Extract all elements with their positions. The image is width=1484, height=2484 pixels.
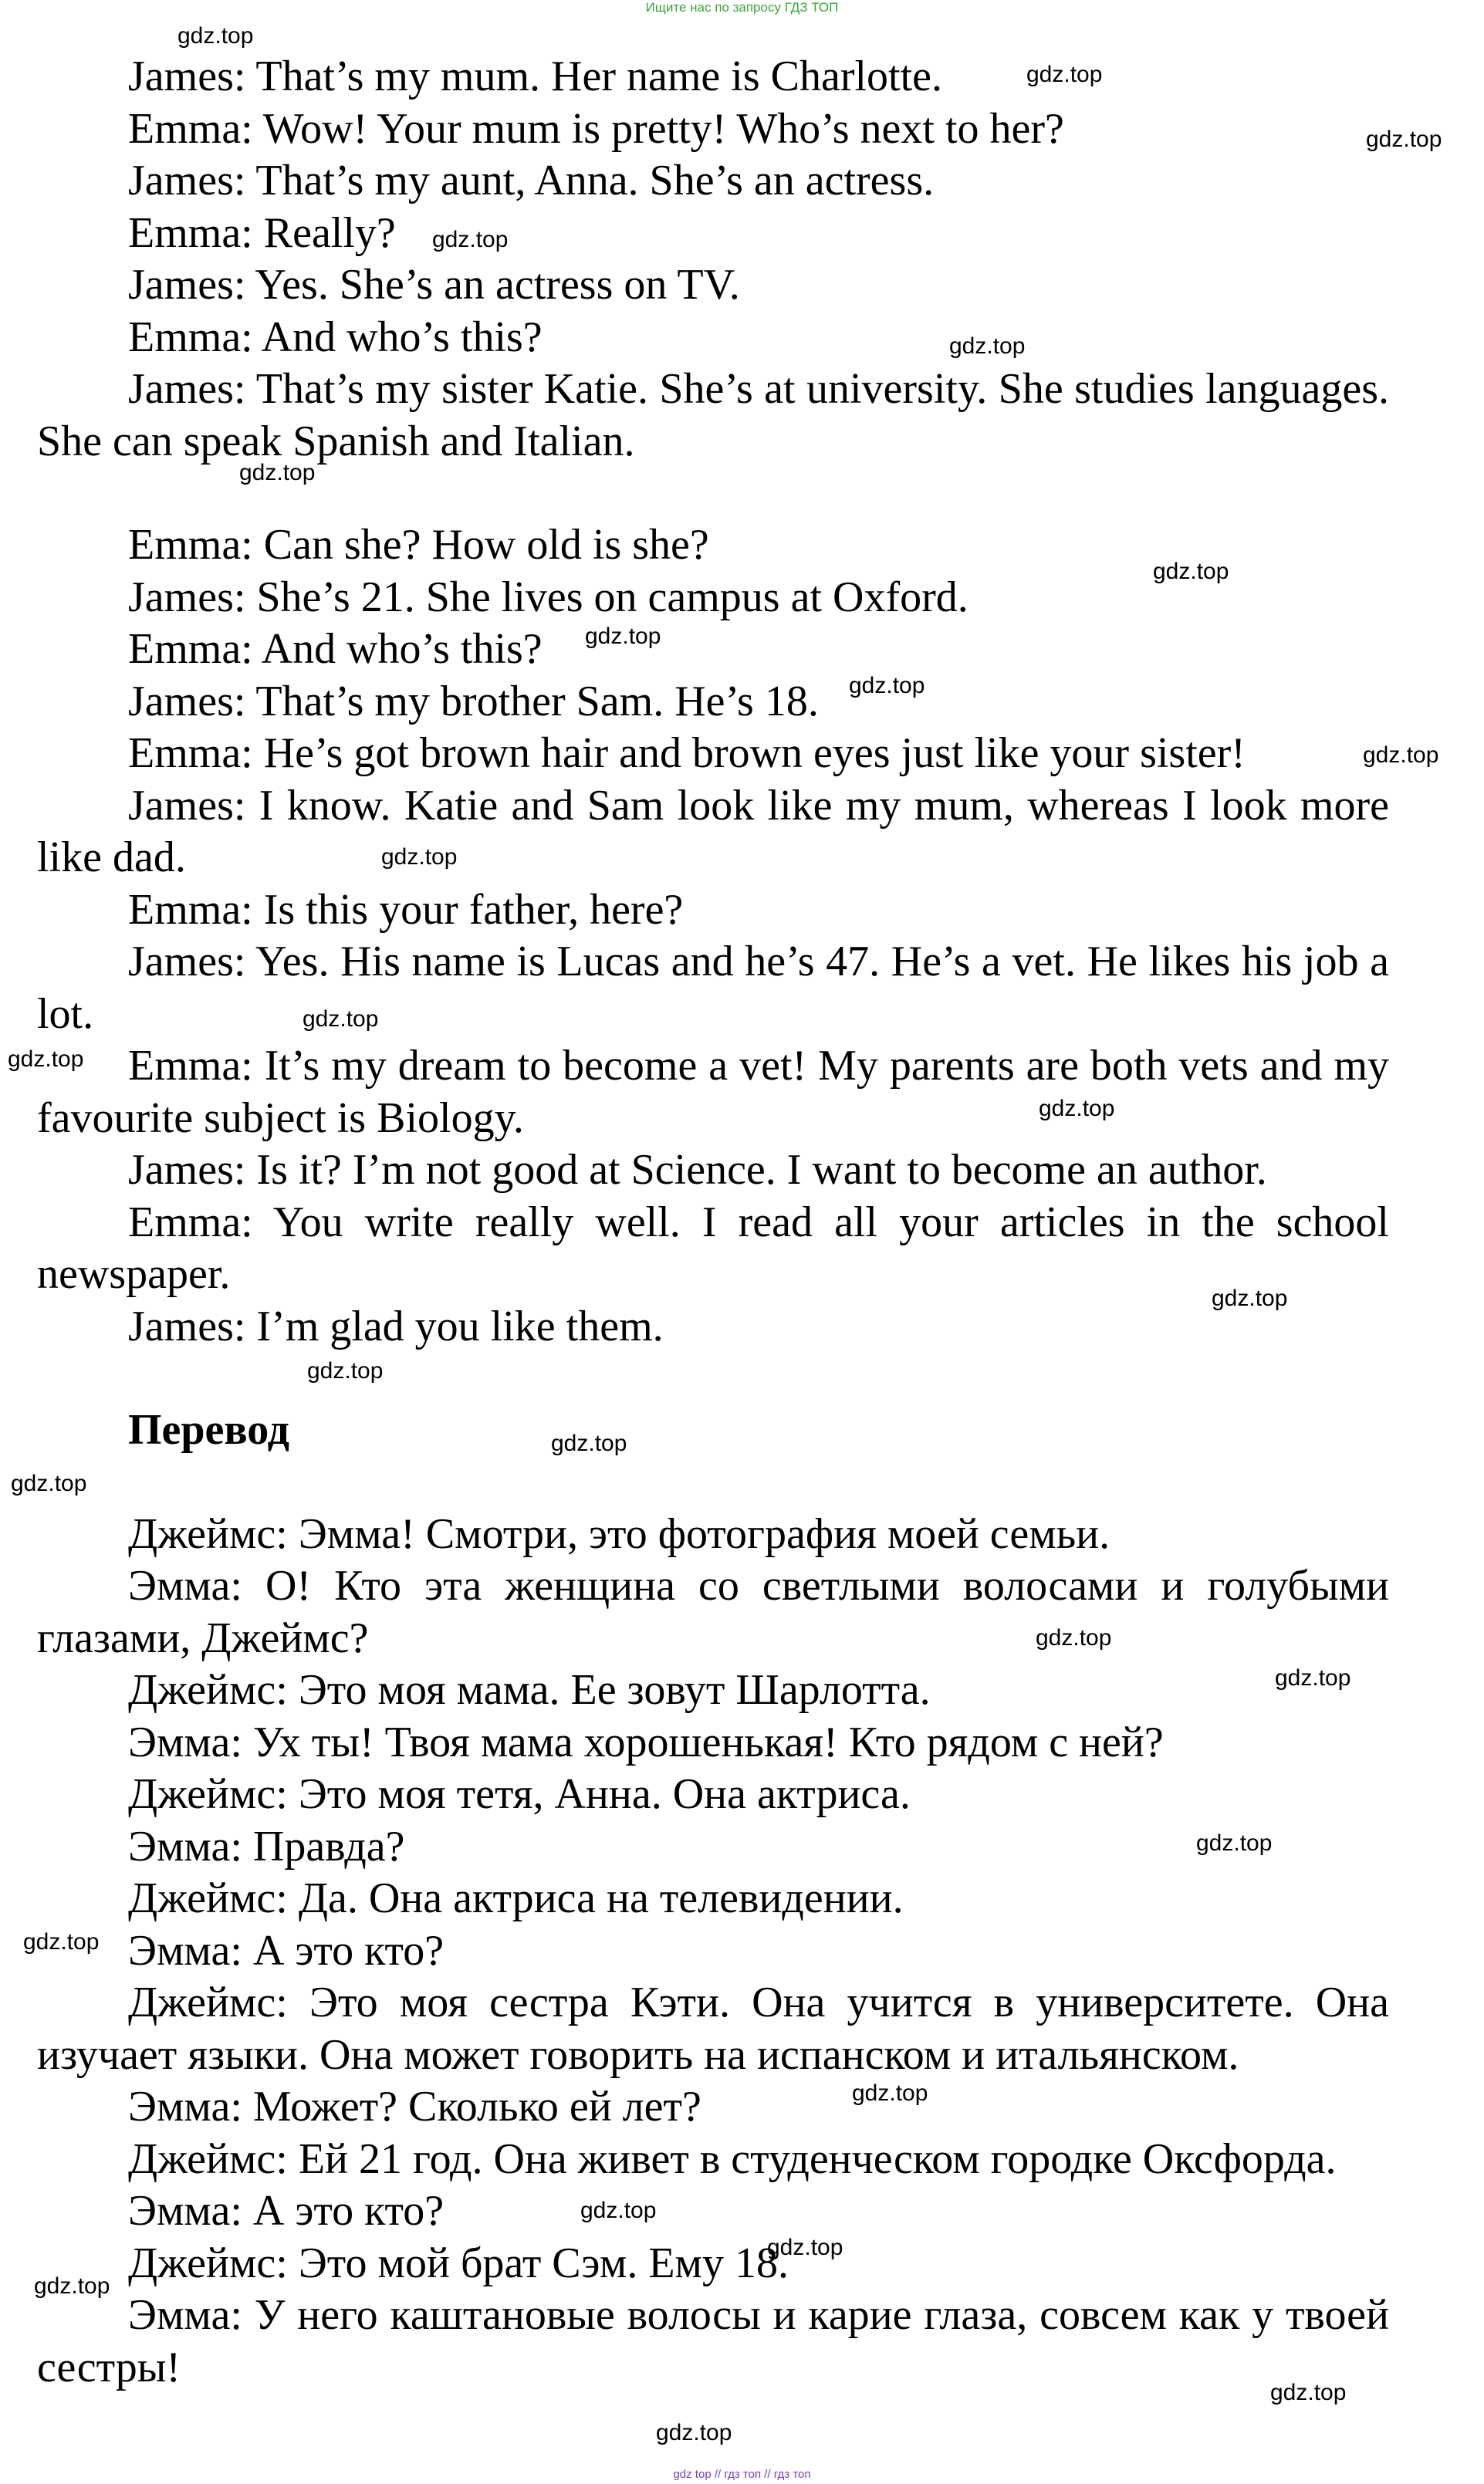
watermark: gdz.top <box>551 1431 627 1456</box>
english-line: Emma: You write really well. I read all your articles in the school newspaper. <box>37 1198 1389 1298</box>
english-line: Emma: And who’s this? <box>128 313 543 361</box>
watermark: gdz.top <box>34 2273 110 2299</box>
english-line: James: That’s my aunt, Anna. She’s an actress. <box>128 157 935 204</box>
russian-line: Джеймс: Ей 21 год. Она живет в студенческом городке Оксфорда. <box>128 2134 1337 2183</box>
english-line: Emma: Can she? How old is she? <box>128 521 709 569</box>
site-banner[interactable]: Ищите нас по запросу ГДЗ ТОП <box>645 0 839 15</box>
watermark: gdz.top <box>307 1358 384 1384</box>
russian-line: Джеймс: Это моя тетя, Анна. Она актриса. <box>128 1770 911 1818</box>
watermark: gdz.top <box>949 333 1026 359</box>
watermark: gdz.top <box>177 23 254 49</box>
watermark: gdz.top <box>1270 2380 1347 2405</box>
watermark: gdz.top <box>849 673 925 698</box>
russian-line: Джеймс: Да. Она актриса на телевидении. <box>128 1874 904 1922</box>
watermark: gdz.top <box>381 844 458 870</box>
russian-line: Эмма: А это кто? <box>128 1926 445 1975</box>
russian-line: Джеймс: Это моя мама. Ее зовут Шарлотта. <box>128 1666 931 1714</box>
watermark: gdz.top <box>239 460 316 485</box>
watermark: gdz.top <box>1196 1830 1273 1856</box>
english-line: James: I’m glad you like them. <box>128 1302 664 1350</box>
document-body <box>37 51 1389 2394</box>
watermark: gdz.top <box>1212 1286 1288 1311</box>
watermark: gdz.top <box>580 2198 657 2223</box>
english-line: James: That’s my brother Sam. He’s 18. <box>128 677 819 725</box>
english-line: James: Yes. She’s an actress on TV. <box>128 261 740 309</box>
watermark: gdz.top <box>1275 1665 1351 1691</box>
watermark: gdz.top <box>11 1471 87 1496</box>
english-line: James: She’s 21. She lives on campus at Oxford. <box>128 573 968 621</box>
english-line: James: Yes. His name is Lucas and he’s 47. He’s a vet. He likes his job a lot. <box>37 938 1389 1038</box>
english-line: James: That’s my mum. Her name is Charlotte. <box>128 52 943 100</box>
watermark: gdz.top <box>1363 742 1439 768</box>
watermark: gdz.top <box>432 227 509 252</box>
russian-line: Эмма: Правда? <box>128 1822 405 1871</box>
watermark: gdz.top <box>852 2080 928 2106</box>
english-line: Emma: Wow! Your mum is pretty! Who’s next to her? <box>128 104 1064 153</box>
watermark: gdz.top <box>23 1929 100 1955</box>
english-line: James: I know. Katie and Sam look like my mum, whereas I look more like dad. <box>37 781 1389 881</box>
watermark: gdz.top <box>656 2420 732 2445</box>
watermark: gdz.top <box>767 2235 843 2260</box>
watermark: gdz.top <box>1153 559 1229 584</box>
watermark: gdz.top <box>1026 62 1103 87</box>
translation-heading: Перевод <box>128 1406 289 1454</box>
watermark: gdz.top <box>1039 1096 1115 1121</box>
russian-line: Джеймс: Эмма! Смотри, это фотография моей семьи. <box>128 1509 1110 1558</box>
english-line: Emma: He’s got brown hair and brown eyes just like your sister! <box>128 729 1246 777</box>
watermark: gdz.top <box>1036 1625 1112 1651</box>
russian-line: Эмма: У него каштановые волосы и карие глаза, совсем как у твоей сестры! <box>37 2291 1389 2391</box>
english-line: Emma: Is this your father, here? <box>128 885 684 934</box>
russian-line: Эмма: А это кто? <box>128 2187 445 2235</box>
english-line: James: Is it? I’m not good at Science. I want to become an author. <box>128 1146 1267 1194</box>
watermark: gdz.top <box>303 1006 379 1032</box>
watermark: gdz.top <box>585 624 661 649</box>
english-line: Emma: It’s my dream to become a vet! My parents are both vets and my favourite subject is Biology. <box>37 1042 1389 1142</box>
russian-line: Джеймс: Это моя сестра Кэти. Она учится в университете. Она изучает языки. Она может говорить на испанском и итальянском. <box>37 1979 1389 2079</box>
watermark: gdz.top <box>1366 127 1442 152</box>
russian-line: Эмма: Ух ты! Твоя мама хорошенькая! Кто рядом с ней? <box>128 1718 1164 1766</box>
russian-line: Эмма: Может? Сколько ей лет? <box>128 2083 701 2131</box>
footer-links[interactable]: gdz top // гдз топ // гдз топ <box>673 2468 811 2481</box>
english-line: James: That’s my sister Katie. She’s at university. She studies languages. She can speak Spanish and Italian. <box>37 365 1389 465</box>
watermark: gdz.top <box>8 1046 84 1072</box>
english-line: Emma: Really? <box>128 208 396 257</box>
english-line: Emma: And who’s this? <box>128 625 543 673</box>
russian-line: Джеймс: Это мой брат Сэм. Ему 18. <box>128 2239 789 2287</box>
russian-line: Эмма: О! Кто эта женщина со светлыми волосами и голубыми глазами, Джеймс? <box>37 1562 1389 1662</box>
